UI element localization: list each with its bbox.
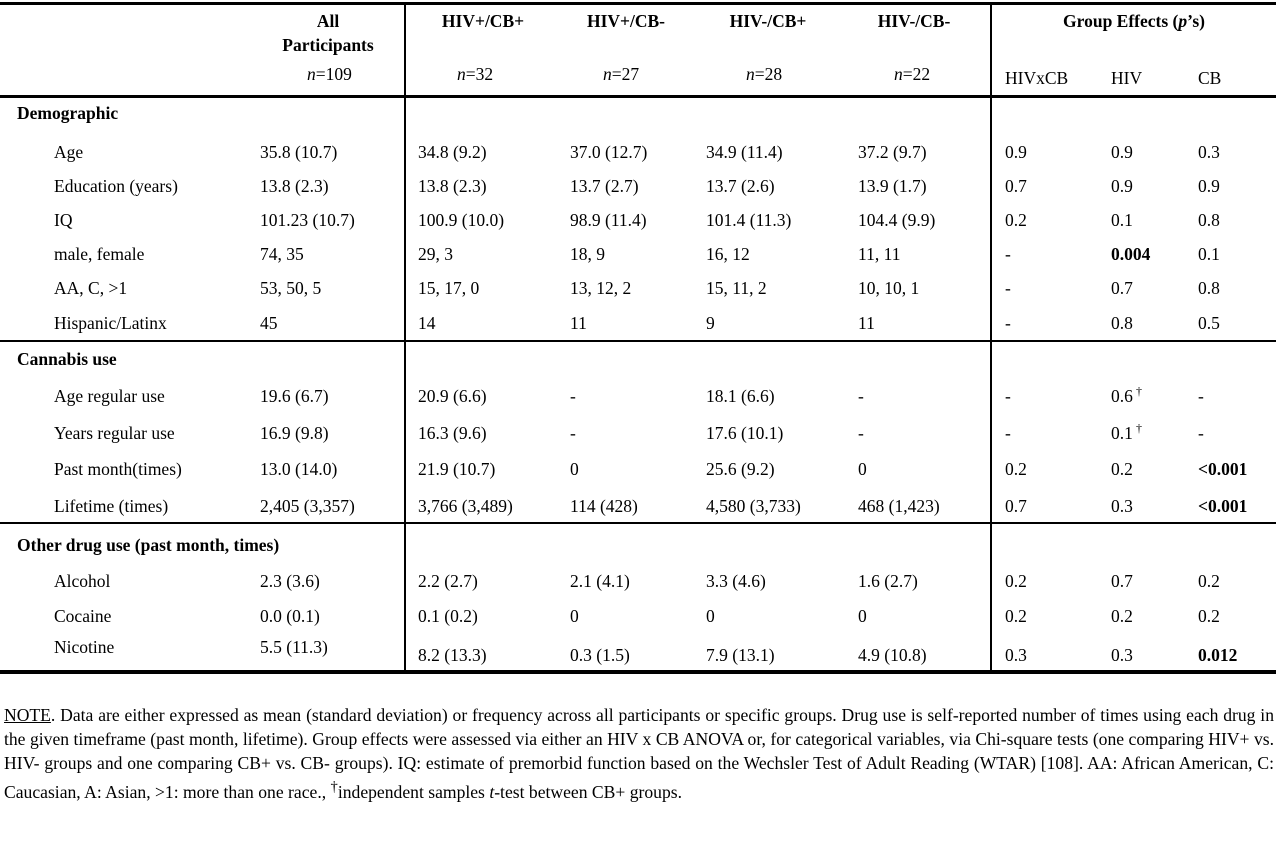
cell-g4: - [858,386,864,406]
cell-g1: 34.8 (9.2) [418,142,487,162]
cell-g3: 4,580 (3,733) [706,496,801,516]
cell-all: 19.6 (6.7) [260,386,329,406]
header-effect-cb: CB [1198,68,1222,88]
cell-g3: 15, 11, 2 [706,278,767,298]
cell-g1: 2.2 (2.7) [418,571,478,591]
cell-g2: 2.1 (4.1) [570,571,630,591]
cell-g2: 98.9 (11.4) [570,210,647,230]
cell-e1: - [1005,386,1011,406]
cell-all: 101.23 (10.7) [260,210,355,230]
cell-e2: 0.1 [1111,423,1133,443]
cell-g3: 9 [706,313,715,333]
section-heading-other-drug: Other drug use (past month, times) [17,535,280,555]
section-heading-cannabis: Cannabis use [17,349,117,369]
cell-g1: 20.9 (6.6) [418,386,487,406]
dagger-marker: † [1136,421,1142,435]
section-rule-other-drug [0,522,1276,524]
dagger-marker: † [1136,384,1142,398]
cell-g4: - [858,423,864,443]
cell-e3: 0.2 [1198,606,1220,626]
column-rule-effects [990,2,992,674]
cell-all: 74, 35 [260,244,304,264]
cell-e3: 0.9 [1198,176,1220,196]
cell-all: 16.9 (9.8) [260,423,329,443]
cell-g1: 16.3 (9.6) [418,423,487,443]
cell-e1: - [1005,423,1011,443]
cell-g1: 14 [418,313,436,333]
row-label: Hispanic/Latinx [54,313,167,333]
row-label: Age [54,142,84,162]
cell-g2: 13, 12, 2 [570,278,632,298]
table-note [4,703,1274,804]
row-label: Years regular use [54,423,175,443]
cell-all: 2.3 (3.6) [260,571,320,591]
cell-all: 0.0 (0.1) [260,606,320,626]
cell-g2: - [570,386,576,406]
cell-e1: 0.2 [1005,606,1027,626]
cell-e3: 0.012 [1198,645,1238,665]
cell-g2: 0 [570,606,579,626]
cell-g3: 34.9 (11.4) [706,142,783,162]
column-rule-groups [404,2,406,674]
cell-all: 2,405 (3,357) [260,496,355,516]
cell-g1: 13.8 (2.3) [418,176,487,196]
cell-e1: - [1005,278,1011,298]
row-label: Nicotine [54,637,115,657]
cell-e2: 0.004 [1111,244,1151,264]
cell-e2: 0.6 [1111,386,1133,406]
cell-g2: 18, 9 [570,244,605,264]
cell-g2: 37.0 (12.7) [570,142,648,162]
cell-g3: 7.9 (13.1) [706,645,775,665]
cell-g4: 468 (1,423) [858,496,940,516]
cell-g4: 0 [858,459,867,479]
cell-g3: 3.3 (4.6) [706,571,766,591]
cell-e2: 0.3 [1111,496,1133,516]
row-label: Cocaine [54,606,112,626]
cell-e3: 0.5 [1198,313,1220,333]
header-group-effects: Group Effects (p’s) [1063,11,1205,31]
cell-all: 5.5 (11.3) [260,637,328,657]
cell-g4: 104.4 (9.9) [858,210,936,230]
cell-e3: 0.8 [1198,210,1220,230]
cell-e1: - [1005,244,1011,264]
cell-g4: 11 [858,313,875,333]
cell-e3: - [1198,423,1204,443]
header-group-hivneg-cbneg: HIV-/CB- [877,11,951,31]
cell-e2: 0.8 [1111,313,1133,333]
cell-e1: 0.2 [1005,210,1027,230]
cell-e2: 0.2 [1111,459,1133,479]
cell-e3: <0.001 [1198,496,1248,516]
row-label: IQ [54,210,73,230]
cell-g1: 21.9 (10.7) [418,459,496,479]
cell-e1: 0.2 [1005,459,1027,479]
cell-e2: 0.2 [1111,606,1133,626]
cell-g3: 0 [706,606,715,626]
header-group-hivpos-cbpos: HIV+/CB+ [441,11,525,31]
header-group-hivneg-cbpos: HIV-/CB+ [729,11,807,31]
cell-g3: 101.4 (11.3) [706,210,792,230]
row-label: Alcohol [54,571,111,591]
cell-all: 53, 50, 5 [260,278,322,298]
cell-g3: 13.7 (2.6) [706,176,775,196]
cell-g4: 1.6 (2.7) [858,571,918,591]
cell-g4: 4.9 (10.8) [858,645,927,665]
section-rule-cannabis [0,340,1276,342]
cell-e1: 0.7 [1005,496,1027,516]
cell-e1: 0.7 [1005,176,1027,196]
cell-e1: - [1005,313,1011,333]
cell-g1: 8.2 (13.3) [418,645,487,665]
header-group-hivpos-cbneg-n: n=27 [603,64,640,84]
header-effect-hivxcb: HIVxCB [1005,68,1069,88]
section-heading-demographic: Demographic [17,103,119,123]
cell-e3: - [1198,386,1204,406]
table-top-rule [0,2,1276,5]
header-all-line2: Participants [282,35,374,55]
row-label: Age regular use [54,386,165,406]
cell-e2: 0.9 [1111,142,1133,162]
header-bottom-rule [0,95,1276,98]
cell-e1: 0.2 [1005,571,1027,591]
header-group-hivneg-cbneg-n: n=22 [894,64,931,84]
cell-e1: 0.9 [1005,142,1027,162]
cell-g2: 114 (428) [570,496,638,516]
row-label: male, female [54,244,145,264]
note-heading: NOTE [4,705,51,725]
cell-g2: 13.7 (2.7) [570,176,639,196]
header-group-hivpos-cbpos-n: n=32 [457,64,494,84]
cell-g4: 10, 10, 1 [858,278,920,298]
cell-g3: 25.6 (9.2) [706,459,775,479]
cell-all: 35.8 (10.7) [260,142,338,162]
cell-g3: 18.1 (6.6) [706,386,775,406]
cell-g4: 37.2 (9.7) [858,142,927,162]
cell-g1: 100.9 (10.0) [418,210,505,230]
cell-e2: 0.3 [1111,645,1133,665]
note-dagger: † [330,779,338,795]
cell-e3: 0.1 [1198,244,1220,264]
cell-e2: 0.9 [1111,176,1133,196]
cell-g4: 11, 11 [858,244,901,264]
cell-g1: 3,766 (3,489) [418,496,513,516]
row-label: Education (years) [54,176,178,196]
note-tail-end: -test between CB+ groups. [494,781,682,802]
cell-e3: 0.8 [1198,278,1220,298]
cell-g1: 0.1 (0.2) [418,606,478,626]
cell-g2: 0 [570,459,579,479]
row-label: Lifetime (times) [54,496,169,516]
cell-g2: 0.3 (1.5) [570,645,630,665]
cell-e2: 0.7 [1111,571,1133,591]
cell-e3: <0.001 [1198,459,1248,479]
header-group-hivpos-cbneg: HIV+/CB- [586,11,666,31]
cell-e1: 0.3 [1005,645,1027,665]
header-all-line1: All [316,11,340,31]
row-label: AA, C, >1 [54,278,128,298]
header-all-n: n=109 [307,64,352,84]
row-label: Past month(times) [54,459,182,479]
cell-e3: 0.3 [1198,142,1220,162]
cell-g4: 13.9 (1.7) [858,176,927,196]
note-body: . Data are either expressed as mean (standard deviation) or frequency across all participants or specific groups. Drug use is self-reported number of times using each drug in the given timeframe (past month, lifetime). Group effects were assessed via either an HIV x CB ANOVA or, for categorical variables, via Chi-square tests (one comparing HIV+ vs. HIV- groups and one comparing CB+ vs. CB- groups). IQ: estimate of premorbid function based on the Wechsler Test of Adult Reading (WTAR) [108]. AA: African American, C: Caucasian, A: Asian, >1: more than one race., [4,705,1274,802]
header-effect-hiv: HIV [1111,68,1143,88]
cell-g3: 16, 12 [706,244,750,264]
cell-all: 45 [260,313,278,333]
cell-e3: 0.2 [1198,571,1220,591]
cell-g1: 29, 3 [418,244,453,264]
table-bottom-rule [0,670,1276,674]
cell-g4: 0 [858,606,867,626]
header-group-hivneg-cbpos-n: n=28 [746,64,783,84]
cell-g2: - [570,423,576,443]
cell-g2: 11 [570,313,587,333]
note-t-italic: t [489,781,495,802]
cell-g1: 15, 17, 0 [418,278,480,298]
note-tail: independent samples [337,781,490,802]
cell-e2: 0.1 [1111,210,1133,230]
cell-all: 13.0 (14.0) [260,459,338,479]
cell-all: 13.8 (2.3) [260,176,329,196]
cell-e2: 0.7 [1111,278,1133,298]
cell-g3: 17.6 (10.1) [706,423,784,443]
